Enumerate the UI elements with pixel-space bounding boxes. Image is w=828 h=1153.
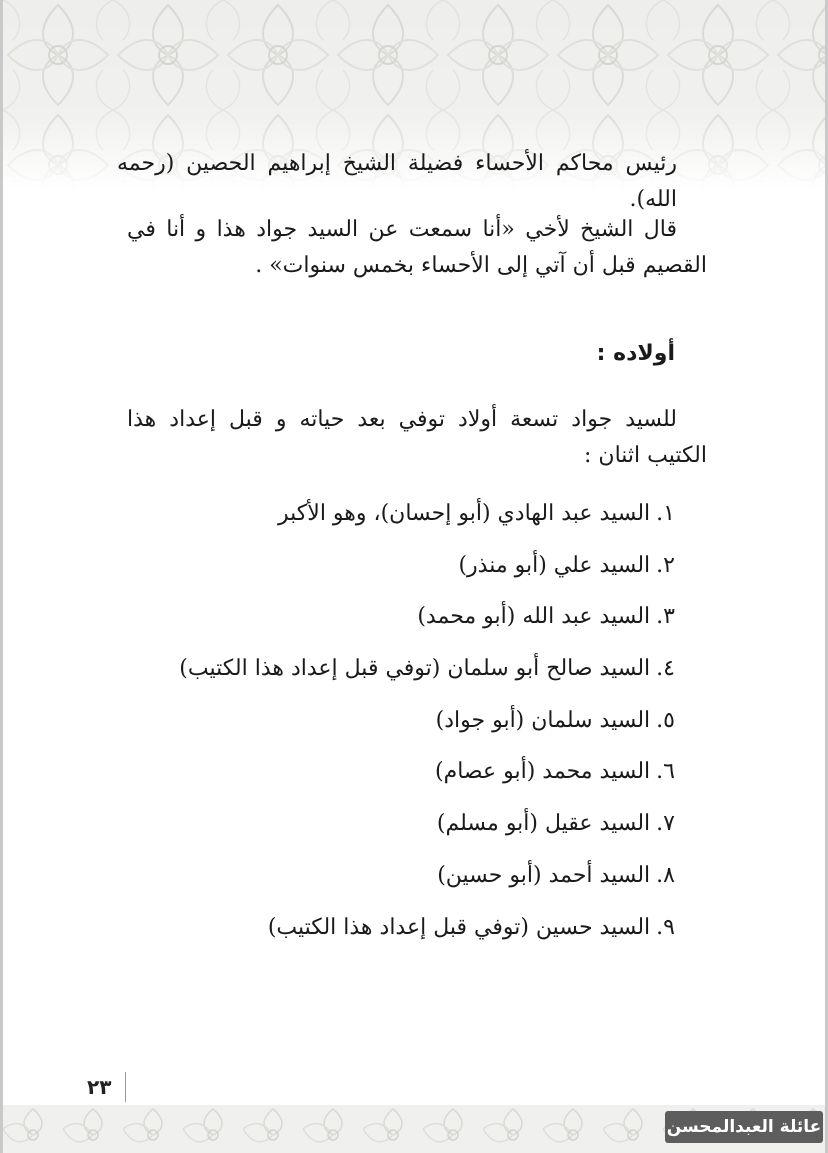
list-item	[179, 906, 675, 958]
paragraph-intro: رئيس محاكم الأحساء فضيلة الشيخ إبراهيم الحصين (رحمه الله).	[117, 151, 677, 212]
list-item	[179, 699, 675, 751]
list-item-text: السيد سلمان (أبو جواد)	[435, 707, 651, 733]
list-item-number: ٤.	[656, 656, 675, 682]
list-item-number: ١.	[656, 501, 675, 526]
paragraph-quote: قال الشيخ لأخي «أنا سمعت عن السيد جواد هذا و أنا في القصيم قبل أن آتي إلى الأحساء بخمس سنوات» .	[127, 217, 707, 278]
children-list	[179, 492, 675, 957]
list-item-text: السيد عبد الله (أبو محمد)	[417, 604, 651, 630]
section-heading-children: أولاده :	[596, 341, 675, 366]
list-item-text: السيد علي (أبو منذر)	[458, 552, 651, 578]
list-item-text: السيد حسين (توفي قبل إعداد هذا الكتيب)	[267, 914, 651, 940]
list-item	[179, 595, 675, 647]
list-item-text: السيد صالح أبو سلمان (توفي قبل إعداد هذا الكتيب)	[179, 656, 651, 682]
book-page	[3, 0, 825, 1153]
list-item	[179, 647, 675, 699]
list-item	[179, 544, 675, 596]
list-item-number: ٨.	[656, 862, 675, 888]
paragraph-children-intro: للسيد جواد تسعة أولاد توفي بعد حياته و قبل إعداد هذا الكتيب اثنان :	[127, 407, 707, 468]
list-item-text: السيد أحمد (أبو حسين)	[437, 862, 651, 888]
brand-badge: عائلة العبدالمحسن	[665, 1111, 823, 1143]
page-number: ٢٣	[87, 1072, 126, 1102]
list-item	[179, 854, 675, 906]
list-item-number: ٦.	[656, 759, 675, 785]
list-item-text: السيد محمد (أبو عصام)	[435, 759, 651, 785]
list-item-number: ٧.	[656, 811, 675, 837]
list-item	[179, 492, 675, 544]
list-item-text: السيد عبد الهادي (أبو إحسان)، وهو الأكبر	[278, 501, 651, 526]
list-item-text: السيد عقيل (أبو مسلم)	[436, 811, 651, 837]
list-item-number: ٥.	[656, 707, 675, 733]
list-item	[179, 750, 675, 802]
list-item-number: ٣.	[656, 604, 675, 630]
list-item	[179, 802, 675, 854]
list-item-number: ٢.	[656, 552, 675, 578]
list-item-number: ٩.	[656, 914, 675, 940]
